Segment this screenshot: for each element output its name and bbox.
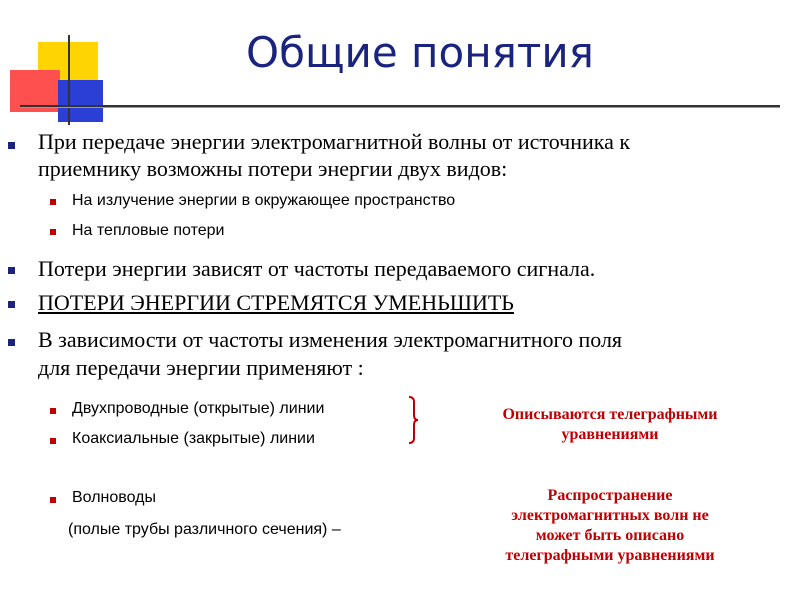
sub-bullet-text-5: Волноводы: [72, 489, 156, 506]
sub-bullet-marker: [50, 497, 56, 503]
note-1-line-2: уравнениями: [561, 426, 659, 443]
note-2-line-4: телеграфными уравнениями: [505, 547, 715, 564]
bullet-text-1-line-2: приемнику возможны потери энергии двух видов:: [38, 156, 508, 181]
sub-bullet-text-4: Коаксиальные (закрытые) линии: [72, 430, 315, 447]
bullet-text-3: ПОТЕРИ ЭНЕРГИИ СТРЕМЯТСЯ УМЕНЬШИТЬ: [38, 290, 514, 315]
note-2-line-2: электромагнитных волн не: [511, 507, 709, 524]
sub-bullet-text-2: На тепловые потери: [72, 222, 225, 239]
bullet-text-2: Потери энергии зависят от частоты передаваемого сигнала.: [38, 256, 596, 281]
bullet-marker: [8, 142, 15, 149]
sub-bullet-marker: [50, 199, 56, 205]
bullet-text-4-line-2: для передачи энергии применяют :: [38, 355, 364, 380]
title-divider-shadow: [20, 107, 780, 108]
sub-bullet-marker: [50, 229, 56, 235]
bullet-text-4-line-1: В зависимости от частоты изменения электромагнитного поля: [38, 327, 623, 352]
bullet-marker: [8, 339, 15, 346]
sub-bullet-marker: [50, 408, 56, 414]
bullet-marker: [8, 301, 15, 308]
bullet-text-1-line-1: При передаче энергии электромагнитной волны от источника к: [38, 129, 631, 154]
curly-brace-icon: [407, 396, 419, 444]
note-waveguides: [430, 486, 790, 566]
page-title: Общие понятия: [246, 28, 594, 77]
sub-bullet-text-1: На излучение энергии в окружающее пространство: [72, 192, 456, 209]
note-2-line-3: может быть описано: [535, 527, 685, 544]
note-1-line-1: Описываются телеграфными: [502, 406, 718, 423]
sub-bullet-text-5-detail: (полые трубы различного сечения) –: [68, 521, 341, 538]
bullet-marker: [8, 267, 15, 274]
sub-bullet-marker: [50, 438, 56, 444]
note-2-line-1: Распространение: [547, 487, 673, 504]
blue-square: [58, 80, 103, 122]
sub-bullet-text-3: Двухпроводные (открытые) линии: [72, 400, 325, 417]
note-telegraph-equations: [430, 405, 790, 445]
